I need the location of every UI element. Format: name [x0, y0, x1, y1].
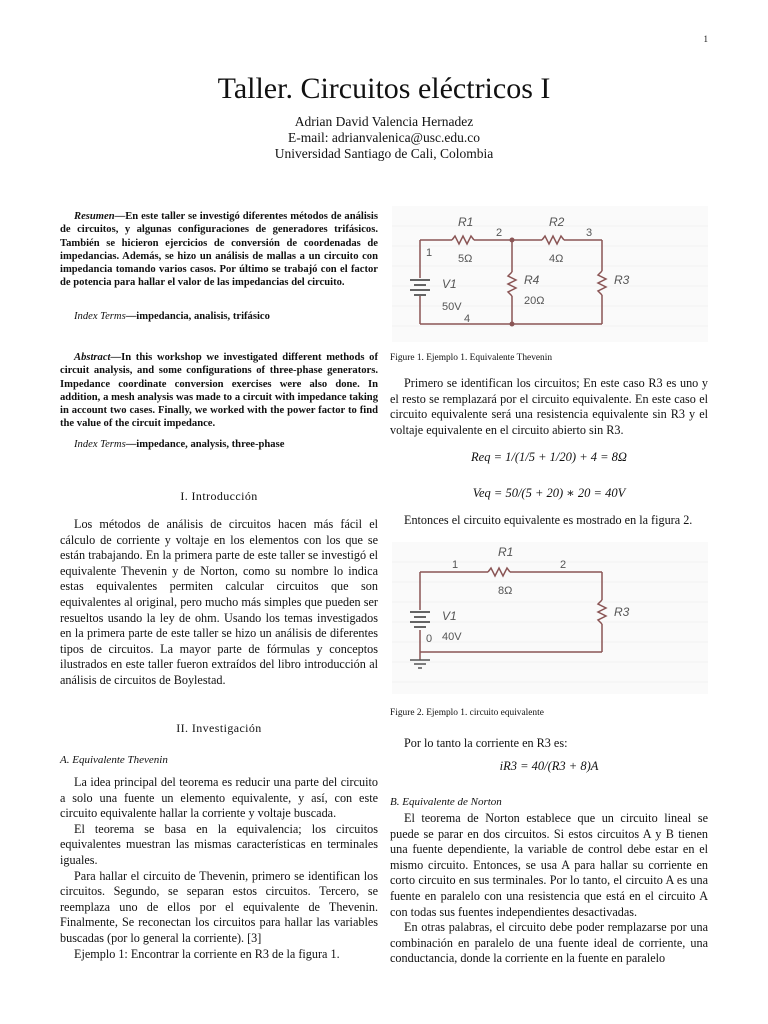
figure-2-circuit [392, 542, 708, 694]
section-heading-investigacion: II. Investigación [176, 721, 262, 735]
index-terms-en [60, 438, 378, 451]
thevenin-paragraph-4: Ejemplo 1: Encontrar la corriente en R3 de la figura 1. [74, 946, 340, 961]
label-r2: R2 [549, 215, 565, 229]
node-label-4: 4 [464, 313, 471, 325]
index-terms-es [60, 310, 378, 323]
paragraph-identify-circuits: Primero se identifican los circuitos; En este caso R3 es uno y el resto se remplazará por el circuito equivalente. En este caso el circuito equivalente será una resistencia equivalente sin R3 y el voltaje equivalente en el circuito abierto sin R3. [390, 376, 708, 437]
norton-body [390, 811, 708, 967]
resumen-text: —En este taller se investigó diferentes métodos de análisis de circuitos, y algunas configuraciones de generadores trifásicos. También se hicieron ejercicios de conversión de coordenadas de impedancias. Además, se hizo un análisis de mallas a un circuito con impedancia tomando varios casos. Por último se trabajó con el factor de potencia para hallar el valor de las impedancias del circuito. [60, 211, 378, 289]
index-terms-es-text: —impedancia, analisis, trifásico [125, 311, 270, 322]
thevenin-body [60, 775, 378, 962]
label-r4: R4 [524, 273, 540, 287]
node-label-2: 2 [560, 559, 567, 571]
equation-veq: Veq = 50/(5 + 20) ∗ 20 = 40V [472, 486, 626, 500]
figure-1-caption: Figure 1. Ejemplo 1. Equivalente Thevenin [390, 353, 553, 363]
label-r4-value: 20Ω [524, 295, 545, 307]
node-label-3: 3 [586, 227, 593, 239]
equation-ir3: iR3 = 40/(R3 + 8)A [499, 759, 599, 773]
subsection-heading-norton: B. Equivalente de Norton [390, 796, 502, 808]
intro-text: Los métodos de análisis de circuitos hacen más fácil el cálculo de corriente y voltaje en los elementos con los que se están trabajando. En la primera parte de este taller se investigó el equivalente Thevenin y de Norton, como su nombre lo indica estas equivalentes permiten calcular circuitos que son equivalentes al original, pero mucho más simples que pueden ser resueltos usando la ley de ohm. Usando los temas investigados en la primera parte de este taller se hizo un análisis de diferentes tipos de circuitos. La mayor parte de fórmulas y conceptos ilustrados en este taller fueron extraídos del libro introducción al análisis de circuitos de Boylestad. [60, 517, 378, 687]
right-paragraph-2 [390, 513, 708, 529]
index-terms-en-label: Index Terms [74, 439, 126, 450]
right-paragraph-1 [390, 376, 708, 438]
index-terms-en-text: —impedance, analysis, three-phase [125, 439, 285, 450]
label-r2-value: 4Ω [549, 253, 564, 265]
figure-1-circuit [392, 206, 708, 342]
node-label-2: 2 [496, 227, 503, 239]
paragraph-current-r3: Por lo tanto la corriente en R3 es: [404, 736, 568, 750]
paragraph-equivalent-shown: Entonces el circuito equivalente es mostrado en la figura 2. [404, 513, 693, 527]
right-paragraph-3 [390, 736, 708, 752]
label-r1-value: 8Ω [498, 585, 513, 597]
figure-2-caption: Figure 2. Ejemplo 1. circuito equivalente [390, 708, 544, 718]
subsection-heading-thevenin: A. Equivalente Thevenin [60, 754, 168, 766]
node-label-1: 1 [426, 247, 433, 259]
page-number: 1 [703, 34, 708, 44]
norton-paragraph-2: En otras palabras, el circuito debe poder remplazarse por una combinación en paralelo de una fuente ideal de corriente, una conductancia, donde la corriente en la fuente en paralelo [390, 920, 708, 966]
resumen-label: Resumen [74, 211, 115, 222]
label-v1-value: 50V [442, 301, 462, 313]
index-terms-es-label: Index Terms [74, 311, 126, 322]
author-affiliation: Universidad Santiago de Cali, Colombia [274, 146, 494, 161]
thevenin-paragraph-2: El teorema se basa en la equivalencia; los circuitos equivalentes muestran las mismas características en terminales iguales. [60, 821, 378, 867]
label-r1: R1 [458, 215, 474, 229]
author-name: Adrian David Valencia Hernadez [294, 114, 474, 129]
node-label-1: 1 [452, 559, 459, 571]
abstract-text: —In this workshop we investigated different methods of circuit analysis, and some configurations of three-phase generators. Impedance coordinate conversion exercises were also done. In addition, a mesh analysis was made to a circuit with impedance taking in account two cases. Finally, we worked with the power factor to find the value of the circuit impedance. [60, 352, 378, 430]
label-v1: V1 [442, 609, 457, 623]
thevenin-paragraph-3: Para hallar el circuito de Thevenin, primero se identifican los circuitos. Segundo, se separan estos circuitos. Tercero, se reemplaza uno de ellos por el equivalente de Thevenin. Finalmente, Se reconectan los circuitos para hallar las variables buscadas (por lo general la corriente). [3] [60, 868, 378, 945]
label-r1-value: 5Ω [458, 253, 473, 265]
intro-paragraph [60, 517, 378, 689]
norton-paragraph-1: El teorema de Norton establece que un circuito lineal se puede se parar en dos circuitos. Si estos circuitos A y B tienen una fuente dependiente, la variable de control debe estar en el mismo circuito. Entonces, se usa A para hallar su corriente en corto circuito en sus terminales. Por lo tanto, el circuito A es una fuente en paralelo con una resistencia que está en el circuito A con todas sus fuentes independientes desactivadas. [390, 811, 708, 919]
label-v1-value: 40V [442, 631, 462, 643]
junction-node [510, 238, 515, 243]
figure-2-background [392, 542, 708, 694]
equation-req: Req = 1/(1/5 + 1/20) + 4 = 8Ω [471, 450, 627, 464]
node-label-0: 0 [426, 633, 433, 645]
abstract-label: Abstract [74, 352, 111, 363]
junction-node [510, 322, 515, 327]
resumen-paragraph [60, 210, 378, 290]
label-r1: R1 [498, 545, 514, 559]
section-heading-introduccion: I. Introducción [180, 489, 258, 503]
abstract-paragraph [60, 351, 378, 431]
author-email: E-mail: adrianvalenica@usc.edu.co [288, 130, 480, 145]
label-r3: R3 [614, 273, 630, 287]
thevenin-paragraph-1: La idea principal del teorema es reducir una parte del circuito a solo una fuente un elemento equivalente, y así, con este circuito equivalente hallar la corriente y voltaje buscada. [60, 775, 378, 821]
label-r3: R3 [614, 605, 630, 619]
author-block [0, 114, 768, 162]
label-v1: V1 [442, 277, 457, 291]
page-title: Taller. Circuitos eléctricos I [217, 72, 551, 105]
